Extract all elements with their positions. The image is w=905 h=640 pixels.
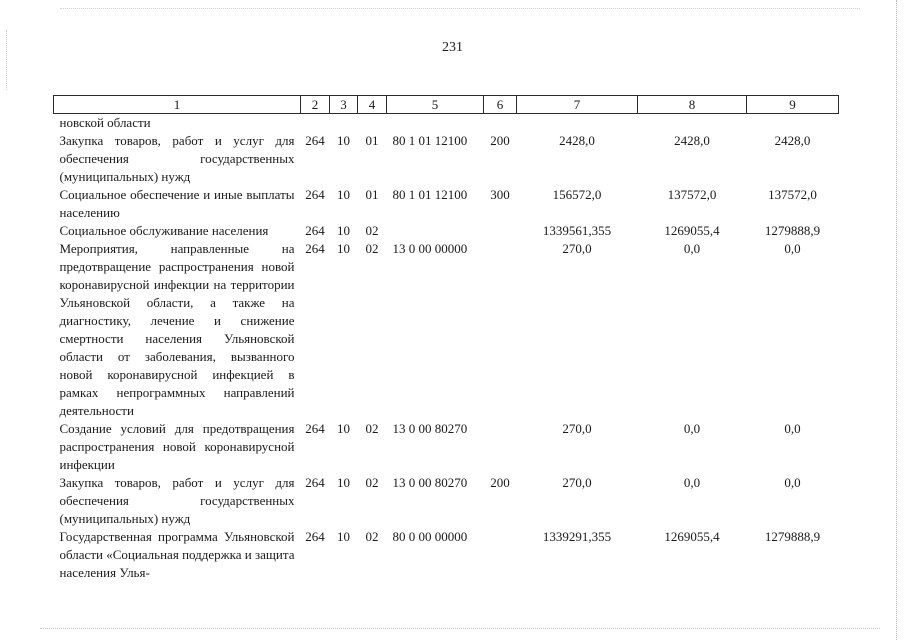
table-row: [54, 240, 839, 420]
col-header-2: 2: [301, 96, 330, 114]
cell-amount-year3: 1279888,9: [764, 223, 821, 238]
cell-target-code: 80 1 01 12100: [392, 133, 468, 148]
cell-amount-year2: 137572,0: [667, 187, 717, 202]
row-name: новской области: [59, 115, 151, 130]
cell-amount-year2: [638, 114, 747, 133]
table-row: [54, 186, 839, 222]
cell-expense-type: [484, 528, 517, 582]
table-row: [54, 222, 839, 240]
table-row: [54, 114, 839, 133]
cell-section: 10: [337, 223, 350, 238]
cell-section: 10: [337, 187, 350, 202]
cell-amount-year2: 0,0: [683, 475, 701, 490]
cell-section: 10: [337, 529, 350, 544]
cell-amount-year3: 0,0: [784, 475, 801, 490]
cell-target-code: 13 0 00 80270: [392, 475, 468, 490]
cell-subsection: 02: [365, 223, 379, 238]
row-name: Социальное обслуживание населения: [59, 223, 269, 238]
row-name: Социальное обеспечение и иные выплаты населению: [59, 187, 295, 220]
cell-amount-year1: 1339291,355: [542, 529, 612, 544]
cell-amount-year3: 0,0: [784, 421, 801, 436]
header-row: [54, 96, 839, 114]
col-header-1: 1: [54, 96, 301, 114]
table-row: [54, 132, 839, 186]
table-row: [54, 420, 839, 474]
cell-amount-year1: [517, 114, 638, 133]
cell-expense-type: 200: [490, 475, 510, 490]
cell-subsection: 02: [365, 421, 379, 436]
cell-ministry: 264: [305, 187, 325, 202]
cell-amount-year3: 1279888,9: [764, 529, 821, 544]
cell-target-code: 13 0 00 80270: [392, 421, 468, 436]
cell-expense-type: [484, 114, 517, 133]
cell-target-code: [387, 222, 484, 240]
table-row: [54, 528, 839, 582]
cell-ministry: 264: [305, 223, 325, 238]
scan-artifact-left: [6, 30, 8, 90]
cell-subsection: [358, 114, 387, 133]
cell-amount-year1: 270,0: [562, 475, 592, 490]
cell-expense-type: 200: [490, 133, 510, 148]
cell-amount-year2: 0,0: [683, 241, 701, 256]
cell-subsection: 01: [365, 187, 379, 202]
cell-expense-type: [484, 240, 517, 420]
cell-ministry: 264: [305, 133, 325, 148]
row-name: Закупка товаров, работ и услуг для обеспечения государственных (муниципальных) нужд: [59, 133, 295, 184]
cell-section: 10: [337, 475, 350, 490]
cell-target-code: 80 1 01 12100: [392, 187, 468, 202]
cell-amount-year3: [747, 114, 839, 133]
col-header-8: 8: [638, 96, 747, 114]
cell-ministry: 264: [305, 529, 325, 544]
cell-amount-year1: 1339561,355: [542, 223, 612, 238]
table-row: [54, 474, 839, 528]
cell-amount-year1: 270,0: [562, 421, 592, 436]
cell-section: 10: [337, 133, 350, 148]
cell-amount-year2: 2428,0: [674, 133, 710, 148]
cell-expense-type: [484, 420, 517, 474]
cell-amount-year3: 137572,0: [768, 187, 817, 202]
scan-artifact-bottom: [40, 628, 880, 630]
col-header-5: 5: [387, 96, 484, 114]
cell-amount-year2: 0,0: [683, 421, 701, 436]
cell-subsection: 01: [365, 133, 379, 148]
col-header-7: 7: [517, 96, 638, 114]
page-edge-right: [895, 0, 897, 640]
row-name: Мероприятия, направленные на предотвращение распространения новой коронавирусной инфекции на территории Ульяновской области, а также на диагностику, лечение и снижение смертности населения Ульяновской области от заболевания, вызванного новой коронавирусной инфекцией в рамках непрограммных направлений деятельности: [59, 241, 295, 418]
col-header-9: 9: [747, 96, 839, 114]
cell-amount-year1: 2428,0: [559, 133, 595, 148]
cell-subsection: 02: [365, 241, 379, 256]
budget-table: [53, 95, 839, 582]
cell-amount-year1: 156572,0: [552, 187, 602, 202]
cell-amount-year3: 2428,0: [774, 133, 811, 148]
row-name: Создание условий для предотвращения распространения новой коронавирусной инфекции: [59, 421, 295, 472]
cell-expense-type: [484, 222, 517, 240]
cell-section: 10: [337, 421, 350, 436]
cell-amount-year2: 1269055,4: [664, 223, 720, 238]
cell-section: 10: [337, 241, 350, 256]
row-name: Закупка товаров, работ и услуг для обеспечения государственных (муниципальных) нужд: [59, 475, 295, 526]
cell-amount-year1: 270,0: [562, 241, 592, 256]
cell-ministry: 264: [305, 241, 325, 256]
cell-target-code: [387, 114, 484, 133]
cell-subsection: 02: [365, 475, 379, 490]
cell-amount-year3: 0,0: [784, 241, 801, 256]
cell-ministry: 264: [305, 475, 325, 490]
row-name: Государственная программа Ульяновской области «Социальная поддержка и защита населения Улья-: [59, 529, 295, 580]
col-header-4: 4: [358, 96, 387, 114]
cell-target-code: 13 0 00 00000: [392, 241, 468, 256]
cell-amount-year2: 1269055,4: [664, 529, 720, 544]
col-header-6: 6: [484, 96, 517, 114]
cell-ministry: 264: [305, 421, 325, 436]
col-header-3: 3: [330, 96, 358, 114]
scan-artifact-top: [60, 8, 860, 10]
cell-ministry: [301, 114, 330, 133]
cell-section: [330, 114, 358, 133]
page-number: 231: [442, 40, 463, 55]
cell-target-code: 80 0 00 00000: [392, 529, 468, 544]
cell-expense-type: 300: [490, 187, 510, 202]
cell-subsection: 02: [365, 529, 379, 544]
